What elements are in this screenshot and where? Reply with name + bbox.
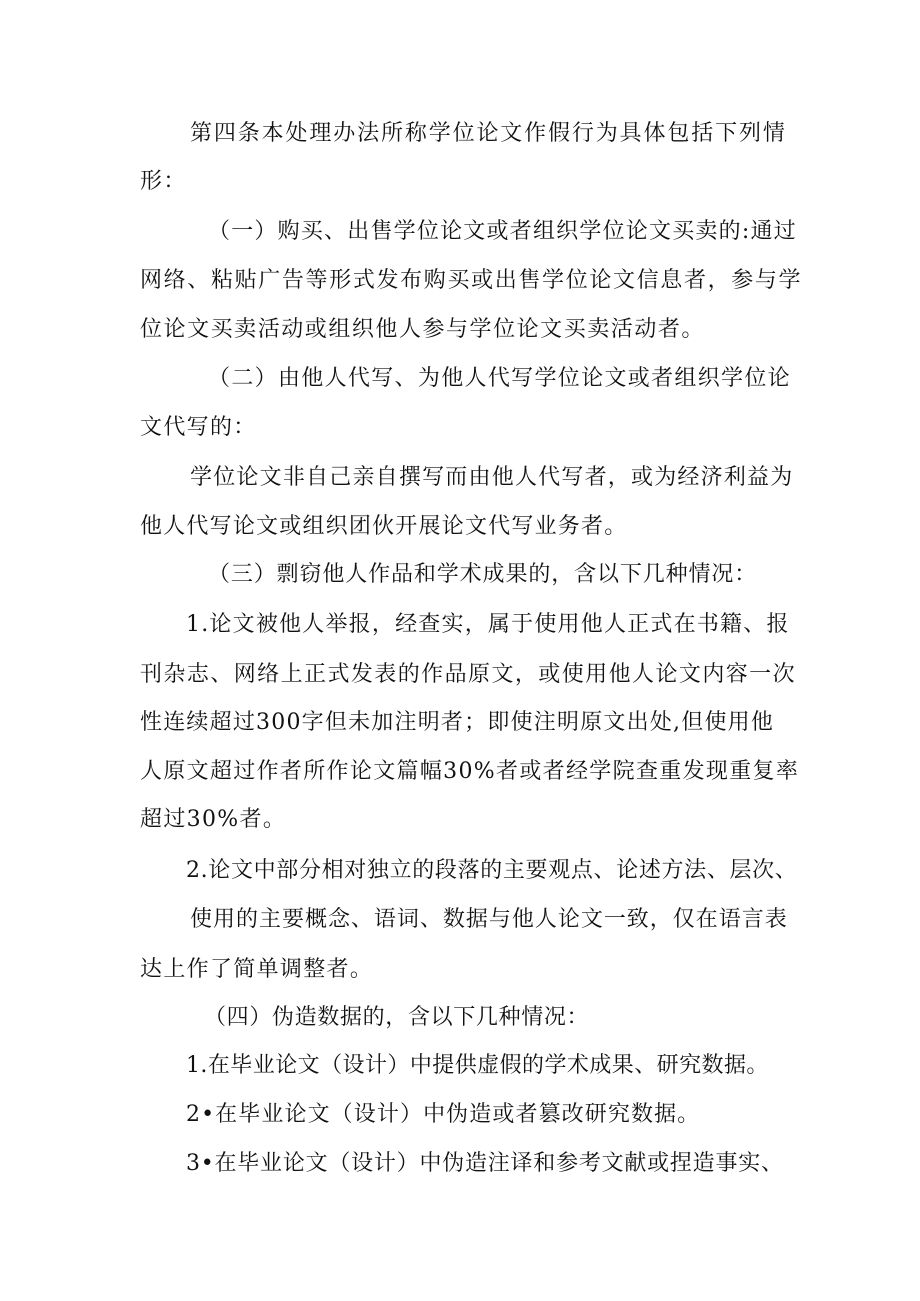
text-line: 性连续超过300字但未加注明者；即使注明原文出处,但使用他 <box>140 710 775 735</box>
text-line: 达上作了简单调整者。 <box>140 957 374 982</box>
text-line: （三）剽窃他人作品和学术成果的，含以下几种情况： <box>208 562 758 587</box>
text-line: 3•在毕业论文（设计）中伪造注译和参考文献或捏造事实、 <box>186 1151 784 1176</box>
text-line: （四）伪造数据的，含以下几种情况： <box>204 1005 590 1030</box>
text-line: 学位论文非自己亲自撰写而由他人代写者，或为经济利益为 <box>190 465 794 490</box>
text-line: 形： <box>140 169 187 194</box>
text-line: 1.在毕业论文（设计）中提供虚假的学术成果、研究数据。 <box>186 1053 769 1078</box>
text-line: 刊杂志、网络上正式发表的作品原文，或使用他人论文内容一次 <box>140 662 797 687</box>
text-line: 第四条本处理办法所称学位论文作假行为具体包括下列情 <box>190 121 787 146</box>
text-line: 2•在毕业论文（设计）中伪造或者篡改研究数据。 <box>186 1102 701 1127</box>
text-line: （二）由他人代写、为他人代写学位论文或者组织学位论 <box>208 366 792 391</box>
text-line: 超过30%者。 <box>140 807 287 832</box>
text-line: 位论文买卖活动或组织他人参与学位论文买卖活动者。 <box>140 317 705 342</box>
text-line: 使用的主要概念、语词、数据与他人论文一致，仅在语言表 <box>190 907 788 932</box>
text-line: 他人代写论文或组织团伙开展论文代写业务者。 <box>140 514 628 539</box>
text-line: （一）购买、出售学位论文或者组织学位论文买卖的:通过 <box>208 219 797 244</box>
text-line: 1.论文被他人举报，经查实，属于使用他人正式在书籍、报 <box>186 612 790 637</box>
text-line: 人原文超过作者所作论文篇幅30%者或者经学院查重发现重复率 <box>140 759 800 784</box>
text-line: 文代写的： <box>140 415 257 440</box>
text-line: 网络、粘贴广告等形式发布购买或出售学位论文信息者，参与学 <box>140 268 803 293</box>
text-line: 2.论文中部分相对独立的段落的主要观点、论述方法、层次、 <box>186 858 798 883</box>
